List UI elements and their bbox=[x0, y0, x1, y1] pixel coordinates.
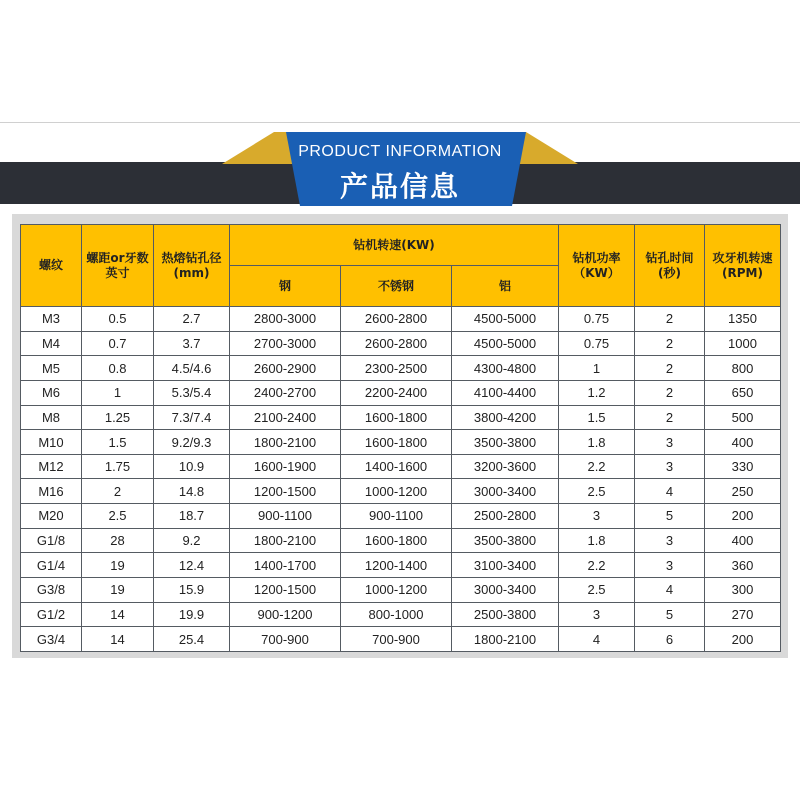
cell-thread: M12 bbox=[21, 454, 82, 479]
cell-thread: G3/8 bbox=[21, 578, 82, 603]
header-tapping-speed: 攻牙机转速(RPM) bbox=[705, 225, 781, 307]
cell-steel: 900-1200 bbox=[230, 602, 341, 627]
cell-tap: 200 bbox=[705, 504, 781, 529]
table-row bbox=[21, 430, 781, 455]
table-row bbox=[21, 307, 781, 332]
cell-steel: 2700-3000 bbox=[230, 331, 341, 356]
cell-power: 3 bbox=[559, 504, 635, 529]
cell-thread: M3 bbox=[21, 307, 82, 332]
cell-hole: 12.4 bbox=[154, 553, 230, 578]
table-row bbox=[21, 553, 781, 578]
table-container bbox=[12, 214, 788, 658]
cell-aluminum: 3100-3400 bbox=[452, 553, 559, 578]
cell-stainless: 700-900 bbox=[341, 627, 452, 652]
table-row bbox=[21, 479, 781, 504]
cell-stainless: 1000-1200 bbox=[341, 578, 452, 603]
cell-stainless: 2600-2800 bbox=[341, 331, 452, 356]
table-row bbox=[21, 405, 781, 430]
cell-tap: 270 bbox=[705, 602, 781, 627]
cell-power: 2.2 bbox=[559, 454, 635, 479]
cell-power: 3 bbox=[559, 602, 635, 627]
cell-steel: 1200-1500 bbox=[230, 578, 341, 603]
table-row bbox=[21, 380, 781, 405]
cell-pitch: 1 bbox=[82, 380, 154, 405]
cell-aluminum: 3000-3400 bbox=[452, 479, 559, 504]
cell-power: 1.5 bbox=[559, 405, 635, 430]
cell-time: 6 bbox=[635, 627, 705, 652]
cell-hole: 10.9 bbox=[154, 454, 230, 479]
cell-pitch: 14 bbox=[82, 602, 154, 627]
cell-steel: 1200-1500 bbox=[230, 479, 341, 504]
cell-steel: 2600-2900 bbox=[230, 356, 341, 381]
cell-pitch: 2 bbox=[82, 479, 154, 504]
cell-thread: M5 bbox=[21, 356, 82, 381]
cell-aluminum: 2500-2800 bbox=[452, 504, 559, 529]
cell-pitch: 0.5 bbox=[82, 307, 154, 332]
cell-aluminum: 4500-5000 bbox=[452, 307, 559, 332]
cell-thread: M16 bbox=[21, 479, 82, 504]
cell-tap: 500 bbox=[705, 405, 781, 430]
header-hole-diameter: 热熔钻孔径(mm) bbox=[154, 225, 230, 307]
cell-hole: 5.3/5.4 bbox=[154, 380, 230, 405]
cell-hole: 3.7 bbox=[154, 331, 230, 356]
cell-pitch: 0.7 bbox=[82, 331, 154, 356]
cell-power: 0.75 bbox=[559, 331, 635, 356]
cell-hole: 2.7 bbox=[154, 307, 230, 332]
cell-pitch: 19 bbox=[82, 553, 154, 578]
cell-tap: 1350 bbox=[705, 307, 781, 332]
cell-thread: M8 bbox=[21, 405, 82, 430]
cell-aluminum: 2500-3800 bbox=[452, 602, 559, 627]
cell-pitch: 14 bbox=[82, 627, 154, 652]
cell-power: 1.8 bbox=[559, 430, 635, 455]
cell-power: 0.75 bbox=[559, 307, 635, 332]
cell-hole: 7.3/7.4 bbox=[154, 405, 230, 430]
cell-hole: 25.4 bbox=[154, 627, 230, 652]
cell-time: 4 bbox=[635, 578, 705, 603]
header-stainless: 不锈钢 bbox=[341, 266, 452, 307]
cell-aluminum: 3800-4200 bbox=[452, 405, 559, 430]
title-chinese: 产品信息 bbox=[339, 170, 460, 203]
cell-time: 4 bbox=[635, 479, 705, 504]
cell-hole: 19.9 bbox=[154, 602, 230, 627]
table-row bbox=[21, 578, 781, 603]
cell-tap: 400 bbox=[705, 528, 781, 553]
cell-stainless: 1600-1800 bbox=[341, 528, 452, 553]
cell-thread: G1/4 bbox=[21, 553, 82, 578]
table-row bbox=[21, 454, 781, 479]
cell-aluminum: 3000-3400 bbox=[452, 578, 559, 603]
cell-aluminum: 1800-2100 bbox=[452, 627, 559, 652]
cell-thread: G1/2 bbox=[21, 602, 82, 627]
cell-power: 2.5 bbox=[559, 479, 635, 504]
cell-stainless: 1400-1600 bbox=[341, 454, 452, 479]
header-drill-power: 钻机功率（KW） bbox=[559, 225, 635, 307]
cell-pitch: 2.5 bbox=[82, 504, 154, 529]
cell-time: 2 bbox=[635, 356, 705, 381]
cell-steel: 2100-2400 bbox=[230, 405, 341, 430]
cell-time: 5 bbox=[635, 602, 705, 627]
spec-table bbox=[20, 224, 781, 652]
cell-tap: 360 bbox=[705, 553, 781, 578]
cell-tap: 1000 bbox=[705, 331, 781, 356]
cell-stainless: 1000-1200 bbox=[341, 479, 452, 504]
cell-tap: 250 bbox=[705, 479, 781, 504]
cell-steel: 1600-1900 bbox=[230, 454, 341, 479]
cell-aluminum: 4100-4400 bbox=[452, 380, 559, 405]
cell-hole: 18.7 bbox=[154, 504, 230, 529]
cell-tap: 800 bbox=[705, 356, 781, 381]
cell-stainless: 1200-1400 bbox=[341, 553, 452, 578]
cell-stainless: 2600-2800 bbox=[341, 307, 452, 332]
title-english: PRODUCT INFORMATION bbox=[298, 143, 502, 160]
table-body bbox=[21, 307, 781, 652]
cell-power: 4 bbox=[559, 627, 635, 652]
cell-pitch: 19 bbox=[82, 578, 154, 603]
cell-time: 2 bbox=[635, 405, 705, 430]
cell-pitch: 1.25 bbox=[82, 405, 154, 430]
cell-pitch: 1.5 bbox=[82, 430, 154, 455]
header-thread: 螺纹 bbox=[21, 225, 82, 307]
cell-power: 2.2 bbox=[559, 553, 635, 578]
header-drill-speed: 钻机转速(KW) bbox=[230, 225, 559, 266]
top-divider bbox=[0, 122, 800, 123]
header-aluminum: 铝 bbox=[452, 266, 559, 307]
cell-stainless: 1600-1800 bbox=[341, 430, 452, 455]
cell-time: 5 bbox=[635, 504, 705, 529]
cell-steel: 1800-2100 bbox=[230, 430, 341, 455]
cell-time: 2 bbox=[635, 380, 705, 405]
cell-aluminum: 4300-4800 bbox=[452, 356, 559, 381]
table-row bbox=[21, 356, 781, 381]
cell-hole: 15.9 bbox=[154, 578, 230, 603]
cell-aluminum: 4500-5000 bbox=[452, 331, 559, 356]
cell-stainless: 2200-2400 bbox=[341, 380, 452, 405]
table-row bbox=[21, 504, 781, 529]
cell-steel: 1400-1700 bbox=[230, 553, 341, 578]
cell-power: 1.2 bbox=[559, 380, 635, 405]
cell-power: 2.5 bbox=[559, 578, 635, 603]
cell-steel: 2400-2700 bbox=[230, 380, 341, 405]
cell-aluminum: 3500-3800 bbox=[452, 430, 559, 455]
cell-steel: 2800-3000 bbox=[230, 307, 341, 332]
cell-tap: 200 bbox=[705, 627, 781, 652]
cell-hole: 9.2/9.3 bbox=[154, 430, 230, 455]
cell-steel: 700-900 bbox=[230, 627, 341, 652]
cell-thread: G3/4 bbox=[21, 627, 82, 652]
cell-hole: 9.2 bbox=[154, 528, 230, 553]
cell-pitch: 0.8 bbox=[82, 356, 154, 381]
table-row bbox=[21, 627, 781, 652]
cell-aluminum: 3500-3800 bbox=[452, 528, 559, 553]
cell-tap: 300 bbox=[705, 578, 781, 603]
cell-pitch: 1.75 bbox=[82, 454, 154, 479]
cell-stainless: 900-1100 bbox=[341, 504, 452, 529]
cell-power: 1 bbox=[559, 356, 635, 381]
cell-stainless: 1600-1800 bbox=[341, 405, 452, 430]
cell-hole: 14.8 bbox=[154, 479, 230, 504]
cell-thread: G1/8 bbox=[21, 528, 82, 553]
cell-thread: M20 bbox=[21, 504, 82, 529]
cell-thread: M4 bbox=[21, 331, 82, 356]
cell-time: 3 bbox=[635, 454, 705, 479]
cell-hole: 4.5/4.6 bbox=[154, 356, 230, 381]
cell-stainless: 2300-2500 bbox=[341, 356, 452, 381]
header-steel: 钢 bbox=[230, 266, 341, 307]
cell-thread: M10 bbox=[21, 430, 82, 455]
cell-power: 1.8 bbox=[559, 528, 635, 553]
cell-thread: M6 bbox=[21, 380, 82, 405]
cell-tap: 400 bbox=[705, 430, 781, 455]
cell-pitch: 28 bbox=[82, 528, 154, 553]
table-row bbox=[21, 331, 781, 356]
table-row bbox=[21, 602, 781, 627]
header-pitch: 螺距or牙数英寸 bbox=[82, 225, 154, 307]
cell-time: 2 bbox=[635, 307, 705, 332]
cell-tap: 650 bbox=[705, 380, 781, 405]
cell-aluminum: 3200-3600 bbox=[452, 454, 559, 479]
cell-tap: 330 bbox=[705, 454, 781, 479]
cell-steel: 1800-2100 bbox=[230, 528, 341, 553]
cell-time: 3 bbox=[635, 528, 705, 553]
table-row bbox=[21, 528, 781, 553]
cell-stainless: 800-1000 bbox=[341, 602, 452, 627]
cell-time: 3 bbox=[635, 553, 705, 578]
cell-steel: 900-1100 bbox=[230, 504, 341, 529]
cell-time: 3 bbox=[635, 430, 705, 455]
cell-time: 2 bbox=[635, 331, 705, 356]
header-drill-time: 钻孔时间(秒) bbox=[635, 225, 705, 307]
